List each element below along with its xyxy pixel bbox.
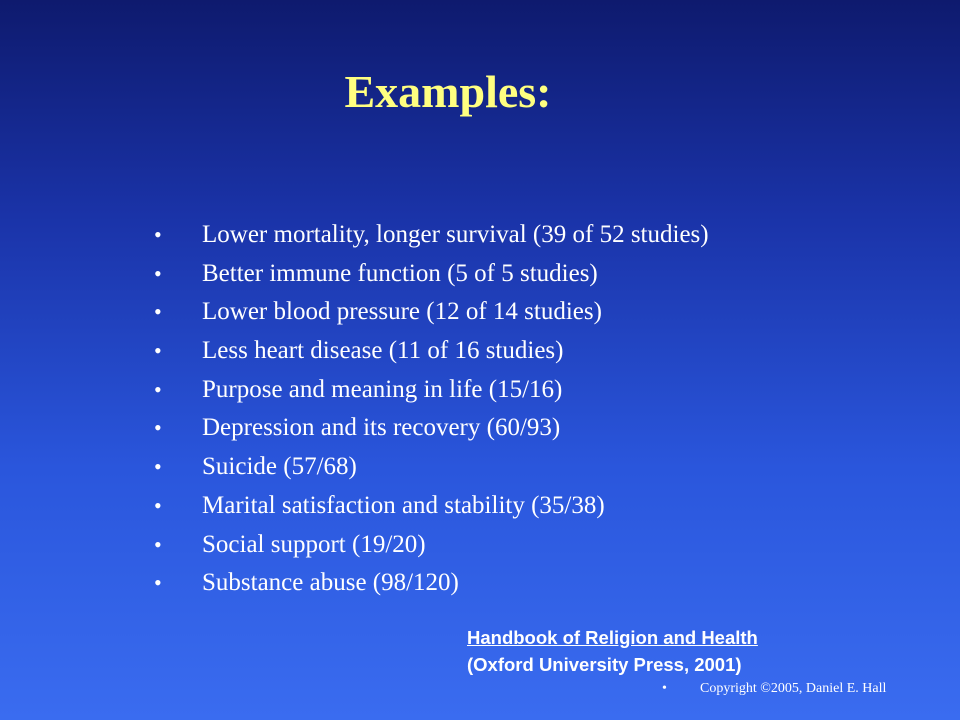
- bullet-icon: •: [154, 222, 162, 247]
- bullet-list: [154, 216, 709, 603]
- bullet-text: Marital satisfaction and stability (35/38): [202, 491, 605, 519]
- bullet-item: [154, 487, 709, 526]
- bullet-item: [154, 293, 709, 332]
- citation-publisher: (Oxford University Press, 2001): [467, 654, 742, 675]
- bullet-icon: •: [154, 260, 162, 286]
- bullet-text: Purpose and meaning in life (15/16): [202, 375, 563, 403]
- bullet-text: Substance abuse (98/120): [202, 569, 459, 597]
- bullet-text: Social support (19/20): [202, 530, 426, 558]
- bullet-icon: •: [154, 299, 162, 325]
- bullet-text: Better immune function (5 of 5 studies): [202, 259, 598, 287]
- bullet-text: Less heart disease (11 of 16 studies): [202, 337, 564, 365]
- bullet-icon: •: [154, 570, 162, 596]
- copyright-notice: [662, 679, 886, 699]
- bullet-text: Depression and its recovery (60/93): [202, 414, 561, 442]
- bullet-text: Lower blood pressure (12 of 14 studies): [202, 298, 602, 326]
- bullet-icon: •: [154, 454, 162, 480]
- bullet-item: [154, 448, 709, 487]
- bullet-item: [154, 371, 709, 410]
- citation: [467, 624, 758, 678]
- citation-link[interactable]: Handbook of Religion and Health: [467, 627, 758, 648]
- bullet-text: Suicide (57/68): [202, 453, 357, 481]
- bullet-item: [154, 255, 709, 294]
- bullet-item: [154, 564, 709, 603]
- slide-title: Examples:: [344, 66, 552, 117]
- copyright-text: Copyright ©2005, Daniel E. Hall: [700, 681, 887, 696]
- bullet-icon: •: [154, 492, 162, 518]
- bullet-item: [154, 409, 709, 448]
- bullet-text: Lower mortality, longer survival (39 of 52 studies): [202, 221, 709, 248]
- bullet-icon: •: [154, 338, 162, 364]
- bullet-icon: •: [154, 531, 162, 557]
- bullet-item: [154, 332, 709, 371]
- bullet-icon: •: [662, 681, 667, 696]
- bullet-item: [154, 526, 709, 565]
- bullet-item: [154, 216, 709, 255]
- bullet-icon: •: [154, 415, 162, 441]
- bullet-icon: •: [154, 376, 162, 402]
